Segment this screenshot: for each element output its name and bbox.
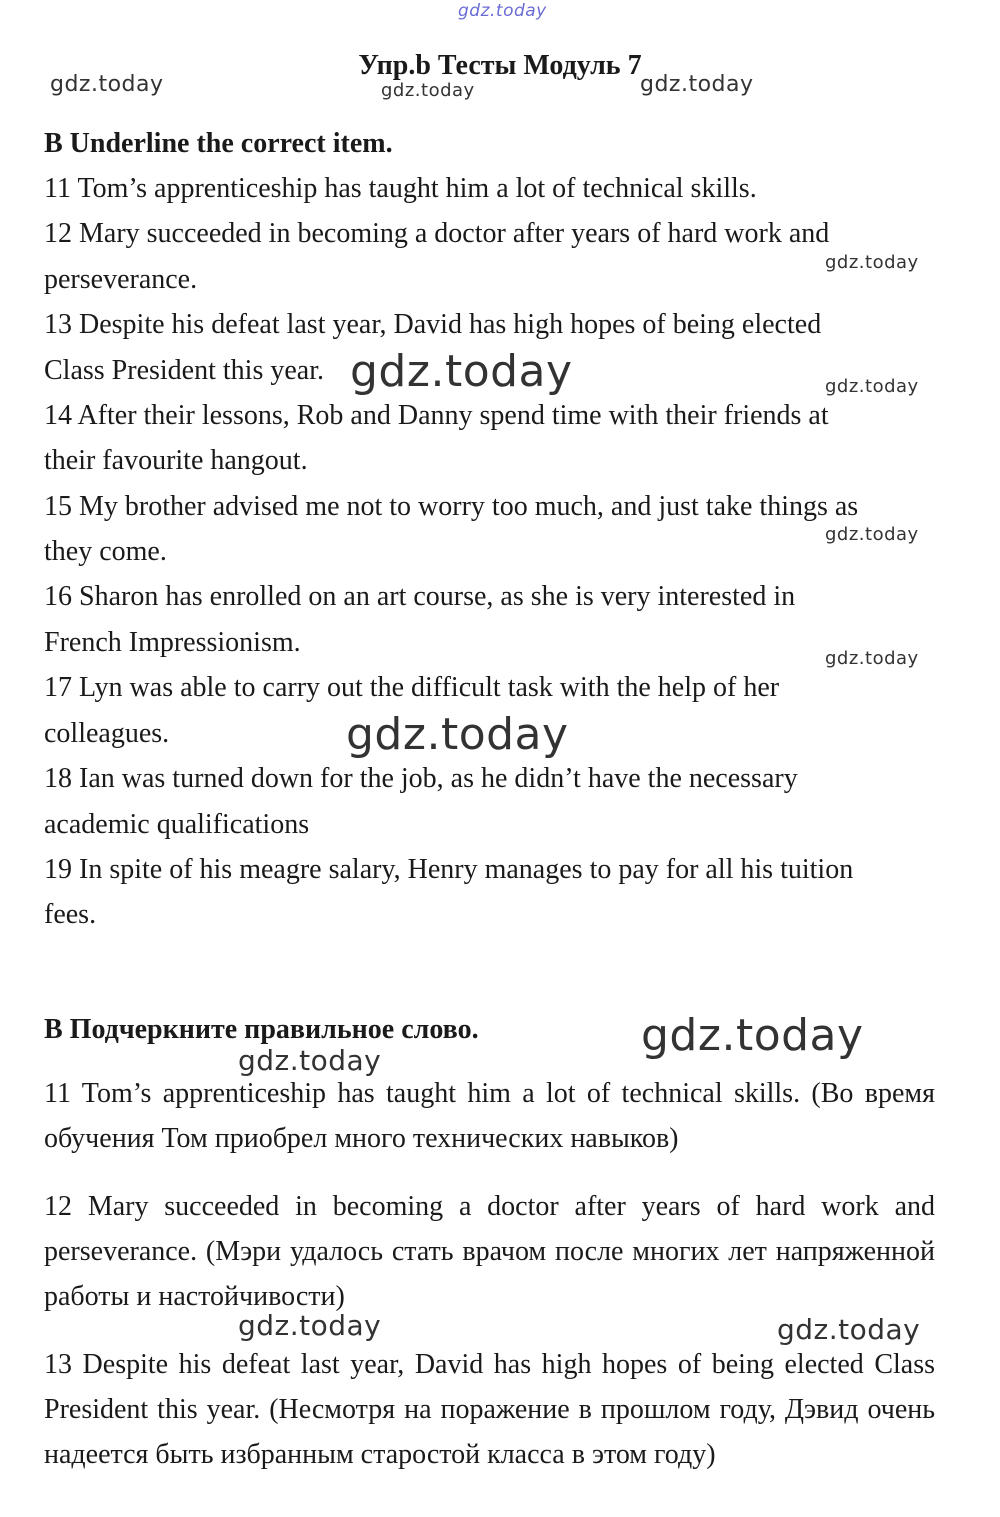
text-line: 18 Ian was turned down for the job, as he didn’t have the necessary (44, 763, 798, 794)
text-line: Class President this year. (44, 355, 324, 386)
section-heading-en: B Underline the correct item. (44, 128, 393, 159)
text-line: French Impressionism. (44, 627, 301, 658)
text-line: they come. (44, 536, 167, 567)
watermark: gdz.today (825, 376, 919, 397)
text-line: 15 My brother advised me not to worry too much, and just take things as (44, 491, 859, 522)
text-line: perseverance. (44, 264, 198, 295)
text-line: 12 Mary succeeded in becoming a doctor after years of hard work and (44, 218, 830, 249)
watermark-top: gdz.today (458, 1, 547, 21)
watermark: gdz.today (777, 1313, 921, 1346)
text-line: their favourite hangout. (44, 445, 308, 476)
watermark: gdz.today (825, 524, 919, 545)
watermark: gdz.today (825, 648, 919, 669)
text-line: 13 Despite his defeat last year, David has high hopes of being elected (44, 309, 822, 340)
page-title: Упр.b Тесты Модуль 7 (358, 50, 642, 81)
watermark: gdz.today (381, 80, 475, 101)
translated-item: 11 Tom’s apprenticeship has taught him a lot of technical skills. (Во время обучения Том приобрел много технических навыков) (44, 1078, 935, 1154)
watermark: gdz.today (50, 72, 164, 97)
text-line: 11 Tom’s apprenticeship has taught him a lot of technical skills. (44, 173, 757, 204)
text-line: 17 Lyn was able to carry out the difficult task with the help of her (44, 672, 780, 703)
watermark: gdz.today (238, 1044, 382, 1077)
watermark: gdz.today (641, 1010, 864, 1061)
text-line: academic qualifications (44, 809, 310, 840)
watermark: gdz.today (350, 346, 573, 397)
watermark: gdz.today (825, 252, 919, 273)
text-line: 16 Sharon has enrolled on an art course, as she is very interested in (44, 581, 796, 612)
text-line: fees. (44, 899, 97, 930)
watermark: gdz.today (346, 709, 569, 760)
translated-item: 13 Despite his defeat last year, David has high hopes of being elected Class President this year. (Несмотря на поражение в прошлом году, Дэвид очень надеется быть избранным старостой класса в этом году) (44, 1349, 935, 1470)
text-line: 14 After their lessons, Rob and Danny spend time with their friends at (44, 400, 829, 431)
text-line: colleagues. (44, 718, 170, 749)
translated-item: 12 Mary succeeded in becoming a doctor after years of hard work and perseverance. (Мэри удалось стать врачом после многих лет напряженной работы и настойчивости) (44, 1191, 935, 1312)
watermark: gdz.today (238, 1309, 382, 1342)
watermark: gdz.today (640, 72, 754, 97)
section-heading-ru: B Подчеркните правильное слово. (44, 1014, 479, 1045)
text-line: 19 In spite of his meagre salary, Henry manages to pay for all his tuition (44, 854, 854, 885)
